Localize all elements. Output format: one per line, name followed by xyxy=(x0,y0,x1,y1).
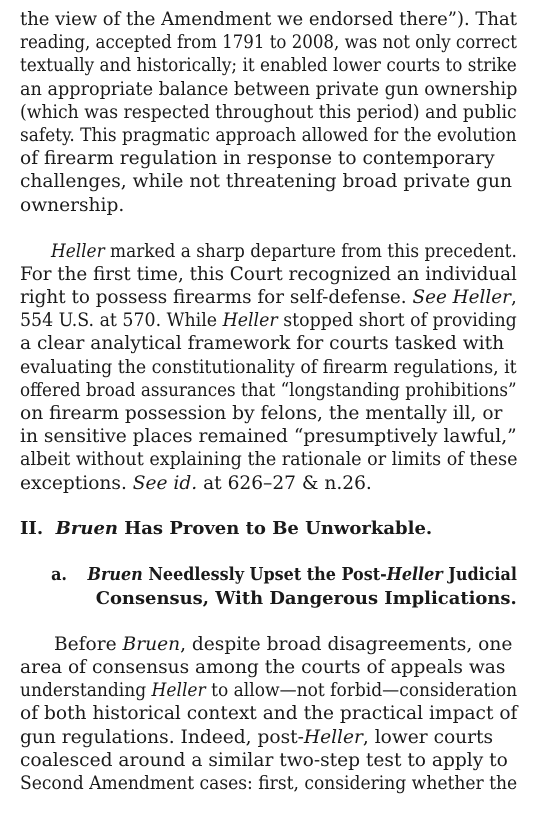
text-line: albeit without explaining the rationale or limits of these xyxy=(20,449,518,471)
text-line: challenges, while not threatening broad private gun xyxy=(20,171,512,193)
text-line: right to possess firearms for self-defense. See Heller, xyxy=(20,287,517,309)
subsection-heading xyxy=(20,563,517,611)
text-line: the view of the Amendment we endorsed there”). That xyxy=(20,9,517,30)
text-line: Before Bruen, despite broad disagreements, one xyxy=(54,633,513,655)
text-line: For the first time, this Court recognized an individual xyxy=(20,263,517,285)
paragraph-1 xyxy=(20,0,517,217)
case-name: Heller xyxy=(151,680,206,702)
text-line: offered broad assurances that “longstanding prohibitions” xyxy=(20,379,517,401)
subheading-line: Consensus, With Dangerous Implications. xyxy=(95,587,517,609)
text-line: an appropriate balance between private gun ownership xyxy=(20,78,518,100)
text-line: coalesced around a similar two-step test to apply to xyxy=(20,749,508,771)
text-line: Heller marked a sharp departure from this precedent. xyxy=(50,240,517,262)
case-name: Heller xyxy=(386,563,443,585)
heading-number: II. xyxy=(20,517,44,539)
paragraph-3 xyxy=(20,633,517,795)
section-heading: II. Bruen Has Proven to Be Unworkable. xyxy=(20,517,433,539)
text-line: of firearm regulation in response to contemporary xyxy=(20,148,495,170)
text-line: safety. This pragmatic approach allowed for the evolution xyxy=(20,124,517,146)
case-name: Bruen xyxy=(87,563,143,585)
text-line: on firearm possession by felons, the mentally ill, or xyxy=(20,403,503,424)
case-name: Heller xyxy=(303,726,363,748)
text-line: area of consensus among the courts of appeals was xyxy=(20,656,506,678)
text-line: evaluating the constitutionality of firearm regulations, it xyxy=(20,356,517,378)
case-name: Heller xyxy=(222,310,278,332)
document-page xyxy=(20,0,517,795)
text-line: (which was respected throughout this period) and public xyxy=(20,101,517,123)
text-line: ownership. xyxy=(20,194,125,216)
text-line: 554 U.S. at 570. While Heller stopped short of providing xyxy=(20,310,517,332)
text-line: reading, accepted from 1791 to 2008, was not only correct xyxy=(20,32,517,54)
text-line: a clear analytical framework for courts tasked with xyxy=(20,333,505,355)
text-line: in sensitive places remained “presumptively lawful,” xyxy=(20,426,517,448)
citation-signal: See id. xyxy=(132,472,198,494)
case-name: Heller xyxy=(50,240,105,262)
subheading-line: a. Bruen Needlessly Upset the Post-Heller Judicial xyxy=(20,563,461,587)
citation-signal: See Heller xyxy=(412,287,511,309)
text-line: exceptions. See id. at 626–27 & n.26. xyxy=(20,472,372,494)
text-line: gun regulations. Indeed, post-Heller, lower courts xyxy=(20,726,494,748)
text-line: Second Amendment cases: first, considering whether the xyxy=(20,772,518,794)
case-name: Bruen xyxy=(55,517,118,539)
text-line: understanding Heller to allow—not forbid—consideration xyxy=(20,680,518,702)
text-line: of both historical context and the practical impact of xyxy=(20,703,518,725)
subheading-label: a. xyxy=(51,563,67,585)
text-line: textually and historically; it enabled lower courts to strike xyxy=(20,55,517,77)
case-name: Bruen xyxy=(122,633,181,655)
paragraph-2 xyxy=(20,240,517,495)
